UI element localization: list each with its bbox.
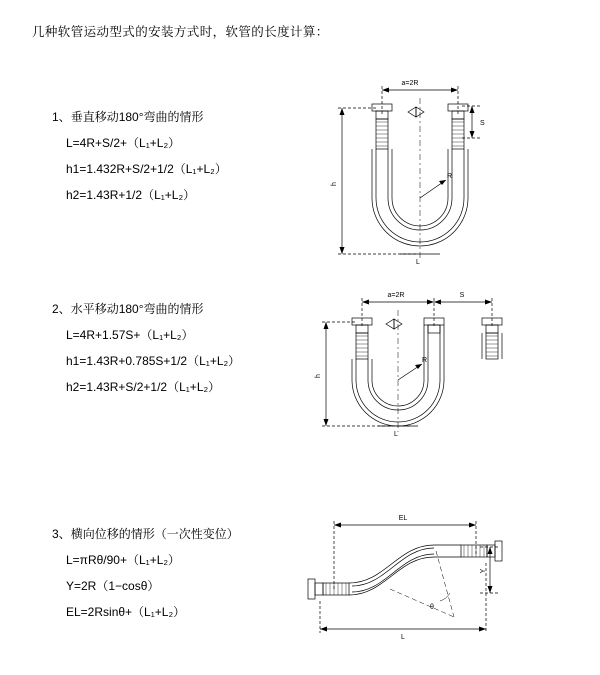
section-1-heading [52, 108, 227, 125]
section-1-formula-3: h2=1.43R+1/2（L₁+L₂） [66, 188, 196, 202]
section-1-formula-1: L=4R+S/2+（L₁+L₂） [66, 136, 181, 150]
section-3-number: 3、 [52, 527, 71, 541]
section-2-top-dim-left-label: a=2R [387, 292, 405, 299]
section-3-text [52, 525, 239, 629]
section-3-bottom-dim-label: L [401, 634, 405, 641]
section-2-heading [52, 300, 240, 317]
section-2-top-dim-right-label: S [459, 292, 465, 299]
section-3-formula-1: L=πRθ/90+（L₁+L₂） [66, 553, 181, 567]
section-2-title: 水平移动180°弯曲的情形 [70, 302, 204, 316]
section-2-number: 2、 [52, 302, 71, 316]
section-2-formula-1: L=4R+1.57S+（L₁+L₂） [66, 328, 194, 342]
section-3-right-dim-label: Y [480, 568, 487, 574]
section-2-radius-label: R [422, 357, 428, 364]
section-1-bottom-dim-label: L [416, 259, 420, 266]
section-3-formula-2: Y=2R（1−cosθ） [66, 579, 160, 593]
section-2-text [52, 300, 240, 404]
section-1-number: 1、 [52, 110, 71, 124]
section-3-diagram [290, 505, 520, 645]
section-3-title: 横向位移的情形（一次性变位） [70, 527, 239, 541]
section-1-formula-2: h1=1.432R+S/2+1/2（L₁+L₂） [66, 162, 227, 176]
section-2-left-dim-label: h [315, 374, 322, 378]
section-3-angle-label: θ [430, 604, 434, 611]
section-3-top-dim-label: EL [398, 515, 408, 522]
section-2-diagram [300, 280, 520, 460]
section-1-title: 垂直移动180°弯曲的情形 [70, 110, 204, 124]
section-1-text [52, 108, 227, 212]
section-2-formula-2: h1=1.43R+0.785S+1/2（L₁+L₂） [66, 354, 241, 368]
section-3-formula-3: EL=2Rsinθ+（L₁+L₂） [66, 605, 186, 619]
section-2-formula-3: h2=1.43R+S/2+1/2（L₁+L₂） [66, 380, 221, 394]
section-1-diagram [300, 68, 520, 288]
section-1-right-dim-label: S [480, 120, 485, 127]
section-1-top-dim-label: a=2R [401, 80, 419, 87]
section-1-left-dim-label: h [331, 182, 338, 186]
section-1-radius-label: R [447, 173, 453, 180]
page-title: 几种软管运动型式的安装方式时，软管的长度计算： [32, 25, 329, 39]
section-3-heading [52, 525, 239, 542]
section-2-bottom-dim-label: L [394, 431, 398, 438]
